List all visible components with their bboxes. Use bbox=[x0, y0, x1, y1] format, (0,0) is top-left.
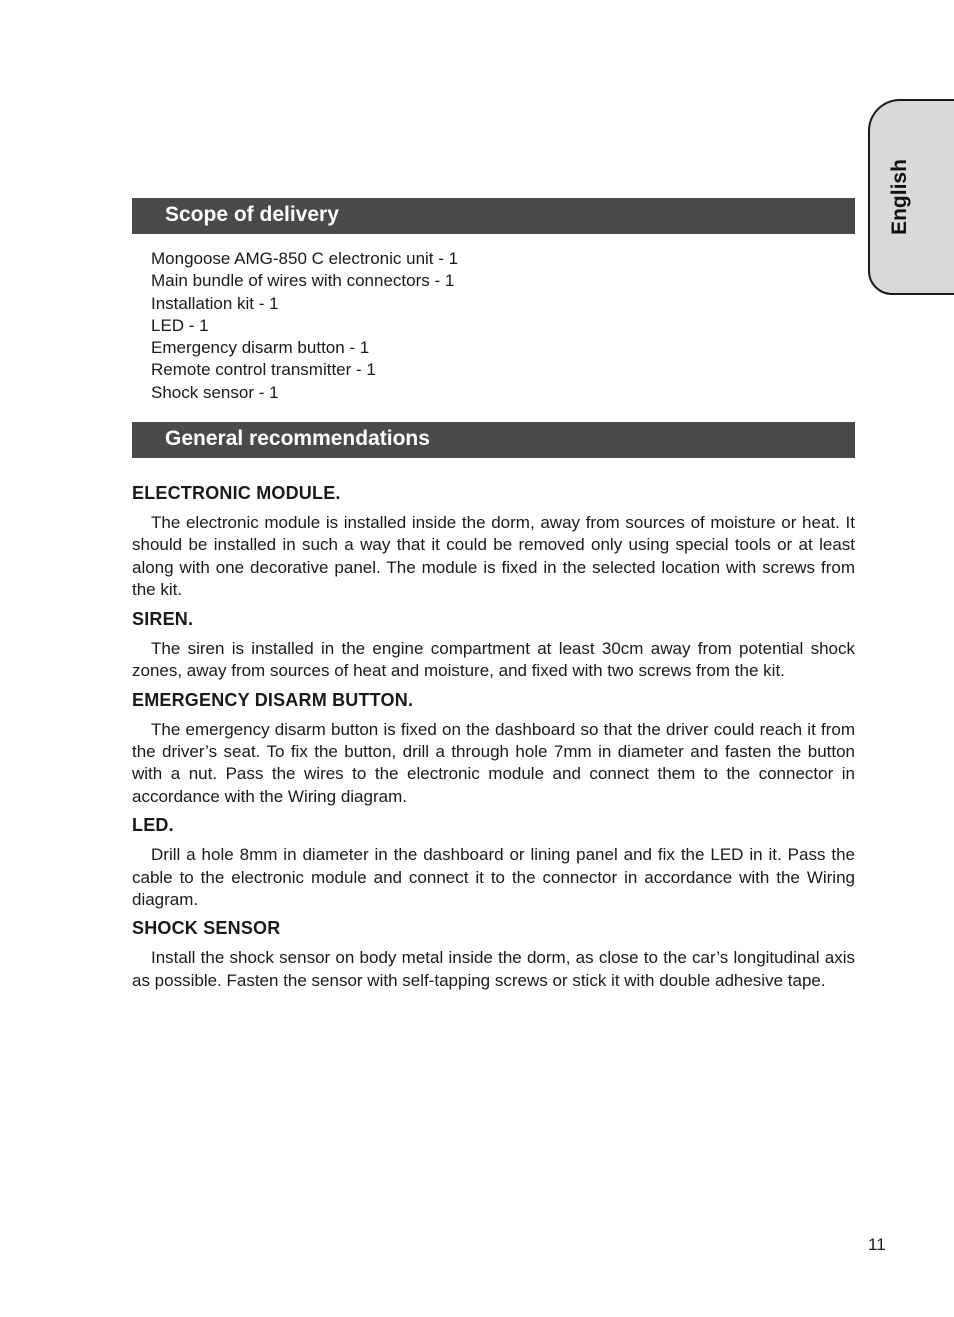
section-header-general-recommendations: General recommendations bbox=[132, 422, 855, 458]
subheading-electronic-module: ELECTRONIC MODULE. bbox=[132, 483, 341, 504]
paragraph-emergency-disarm-button: The emergency disarm button is fixed on the dashboard so that the driver could reach it from the driver’s seat. To fix the button, drill a through hole 7mm in diameter and fasten the button with a nut. Pass the wires to the electronic module and connect them to the connector in accordance with the Wiring diagram. bbox=[132, 719, 855, 806]
list-item: Mongoose AMG-850 C electronic unit - 1 bbox=[151, 249, 459, 268]
paragraph-siren: The siren is installed in the engine compartment at least 30cm away from potential shock zones, away from sources of heat and moisture, and fixed with two screws from the kit. bbox=[132, 638, 855, 681]
paragraph-electronic-module: The electronic module is installed inside the dorm, away from sources of moisture or heat. It should be installed in such a way that it could be removed only using special tools or at least along with one decorative panel. The module is fixed in the selected location with screws from the kit. bbox=[132, 513, 855, 600]
subheading-shock-sensor: SHOCK SENSOR bbox=[132, 918, 281, 939]
list-item: Remote control transmitter - 1 bbox=[151, 360, 376, 380]
subheading-siren: SIREN. bbox=[132, 608, 194, 629]
page-number: 11 bbox=[868, 1235, 886, 1254]
language-tab-label: English bbox=[888, 159, 911, 235]
list-item: Main bundle of wires with connectors - 1 bbox=[151, 271, 455, 291]
section-header-scope-of-delivery: Scope of delivery bbox=[132, 198, 855, 234]
subheading-emergency-disarm-button: EMERGENCY DISARM BUTTON. bbox=[132, 689, 414, 710]
list-item: Emergency disarm button - 1 bbox=[151, 338, 370, 358]
list-item: Installation kit - 1 bbox=[151, 293, 279, 313]
page-content bbox=[132, 198, 855, 998]
subheading-led: LED. bbox=[132, 815, 174, 836]
delivery-list bbox=[132, 248, 855, 404]
paragraph-shock-sensor: Install the shock sensor on body metal inside the dorm, as close to the car’s longitudinal axis as possible. Fasten the sensor with self-tapping screws or stick it with double adhesive tape. bbox=[132, 948, 855, 990]
paragraph-led: Drill a hole 8mm in diameter in the dashboard or lining panel and fix the LED in it. Pass the cable to the electronic module and connect it to the connector in accordance with the Wiring diagram. bbox=[132, 845, 855, 909]
list-item: LED - 1 bbox=[151, 315, 209, 335]
list-item: Shock sensor - 1 bbox=[151, 382, 279, 402]
